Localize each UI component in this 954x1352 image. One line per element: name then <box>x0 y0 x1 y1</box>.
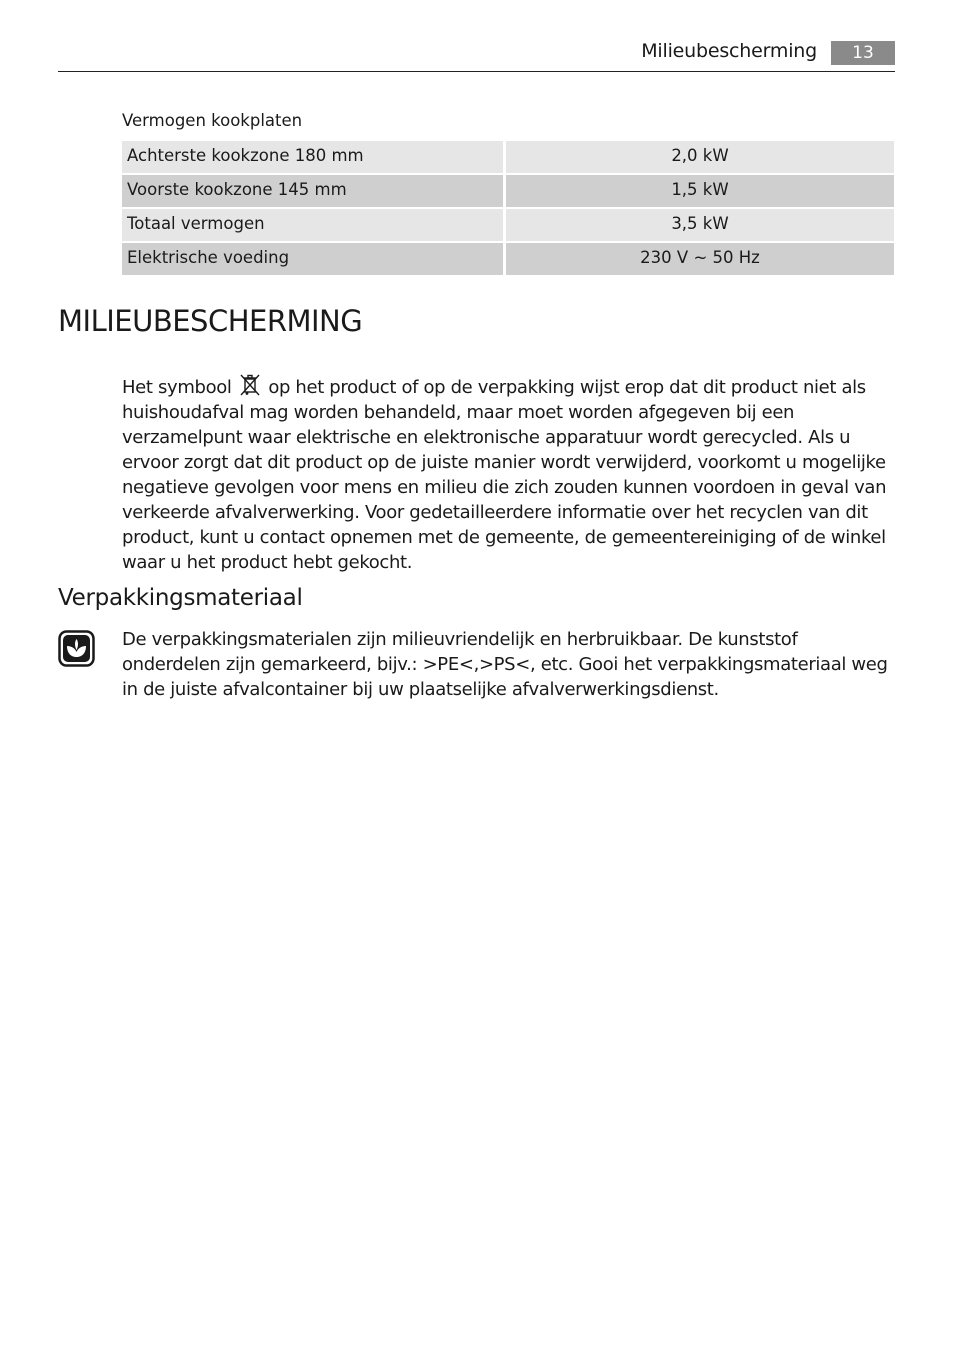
subsection-title: Verpakkingsmateriaal <box>58 585 303 611</box>
row-label: Totaal vermogen <box>122 209 503 241</box>
table-row <box>122 175 894 207</box>
row-value: 2,0 kW <box>506 141 894 173</box>
row-label: Elektrische voeding <box>122 243 503 275</box>
header-section-title: Milieubescherming <box>641 40 817 62</box>
table-caption: Vermogen kookplaten <box>122 111 303 130</box>
paragraph-text-start: Het symbool <box>122 377 232 398</box>
row-value: 230 V ~ 50 Hz <box>506 243 894 275</box>
packaging-paragraph: De verpakkingsmaterialen zijn milieuvriendelijk en herbruikbaar. De kunststof onderdelen zijn gemarkeerd, bijv.: >PE<,>PS<, etc. Gooi het verpakkingsmateriaal weg in de juiste afvalcontainer bij uw plaatselijke afvalverwerkingsdienst. <box>122 629 888 700</box>
page-number: 13 <box>831 41 895 65</box>
table-row <box>122 209 894 241</box>
crossed-out-bin-icon <box>239 373 261 397</box>
row-value: 3,5 kW <box>506 209 894 241</box>
environment-paragraph <box>122 373 897 575</box>
row-label: Voorste kookzone 145 mm <box>122 175 503 207</box>
page-header <box>58 38 895 72</box>
paragraph-text-end: op het product of op de verpakking wijst erop dat dit product niet als huishoudafval mag worden behandeld, maar moet worden afgegeven bij een verzamelpunt waar elektrische en elektronische apparatuur wordt gerecycled. Als u ervoor zorgt dat dit product op de juiste manier wordt verwijderd, voorkomt u mogelijke negatieve gevolgen voor mens en milieu die zich zouden kunnen voordoen in geval van verkeerde afvalverwerking. Voor gedetailleerdere informatie over het recyclen van dit product, kunt u contact opnemen met de gemeente, de gemeentereiniging of de winkel waar u het product hebt gekocht. <box>122 377 887 573</box>
row-value: 1,5 kW <box>506 175 894 207</box>
table-row <box>122 243 894 275</box>
table-row <box>122 141 894 173</box>
recycle-leaf-icon <box>58 630 95 667</box>
section-title: MILIEUBESCHERMING <box>58 304 363 338</box>
spec-table <box>122 141 894 277</box>
row-label: Achterste kookzone 180 mm <box>122 141 503 173</box>
